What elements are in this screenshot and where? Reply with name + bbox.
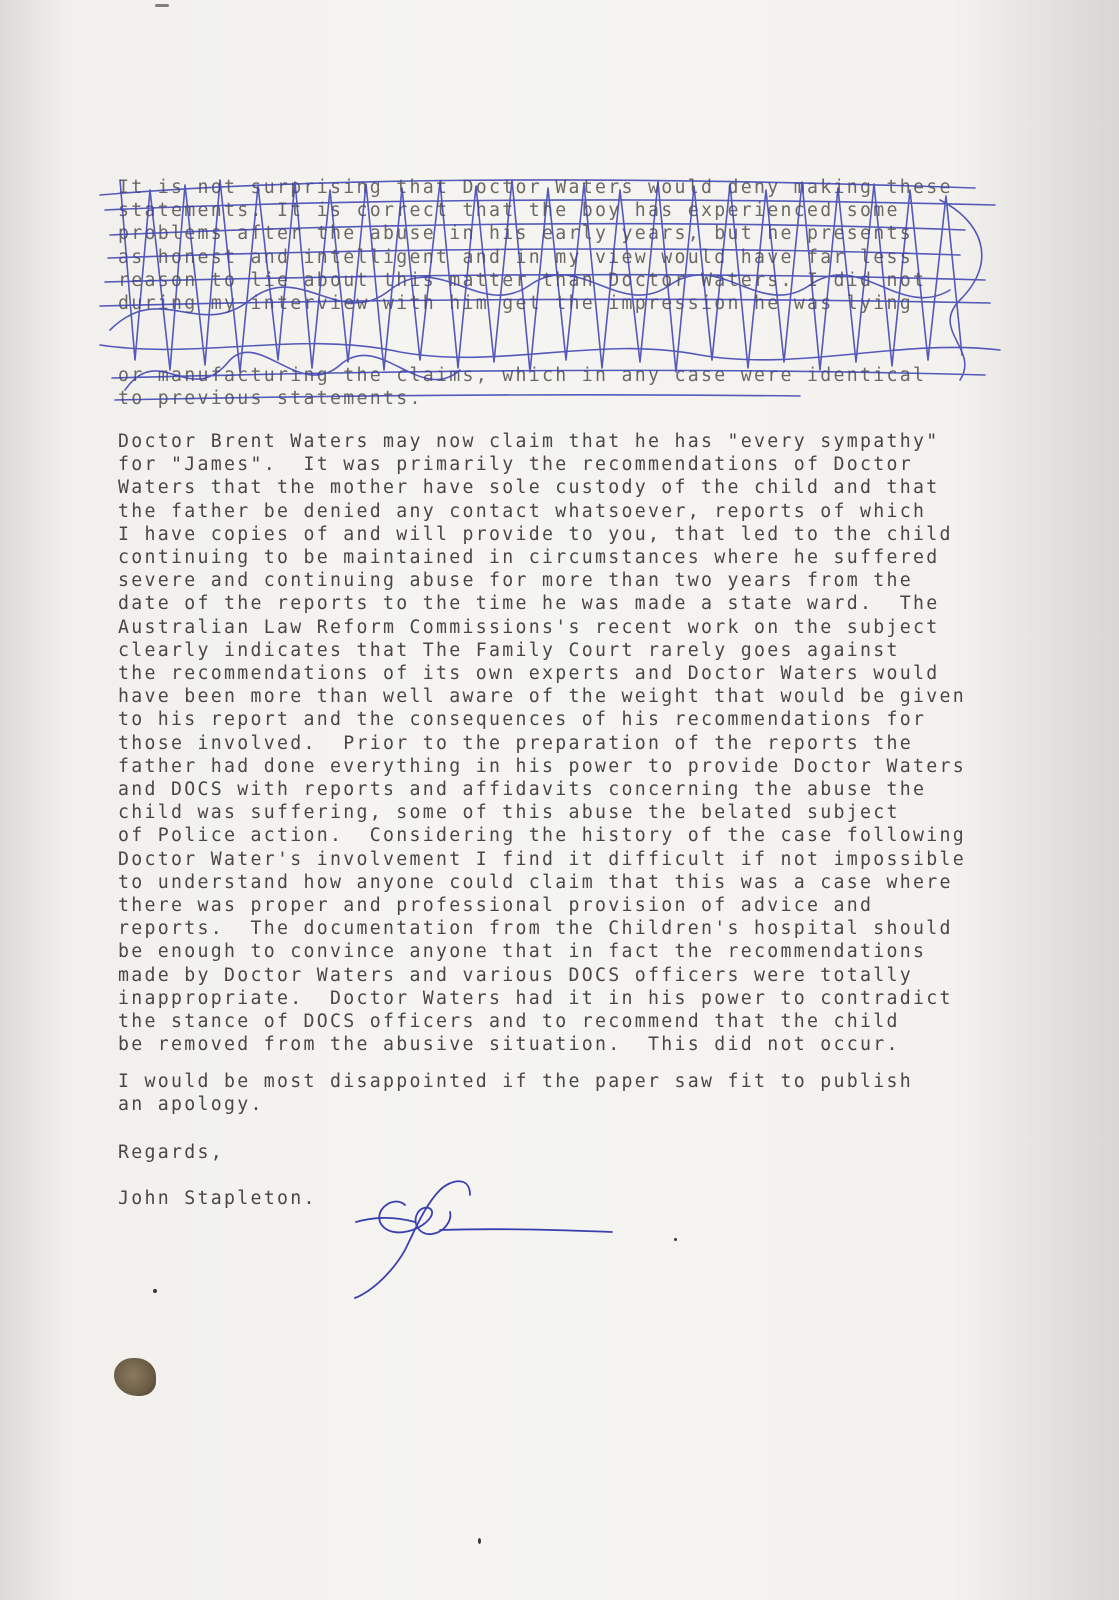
salutation: Regards, (118, 1142, 224, 1163)
ink-speck (153, 1289, 157, 1293)
paper-burn-mark (114, 1358, 156, 1396)
struck-out-continuation: or manufacturing the claims, which in any case were identical to previous statements. (118, 365, 927, 410)
ink-speck (478, 1538, 481, 1544)
ink-speck (155, 4, 169, 7)
closing-paragraph: I would be most disappointed if the paper saw fit to publish an apology. (118, 1071, 913, 1116)
struck-out-paragraph: It is not surprising that Doctor Waters would deny making these statements. It is correct that the boy has experienced some problems after the abuse in his early years, but he presents as honest and intelligent and in my view would have far less reason to lie about this matter than Doctor Waters. I did not during my interview with him get the impression he was lying (118, 177, 953, 315)
ink-speck (674, 1238, 677, 1241)
signatory-name: John Stapleton. (118, 1188, 317, 1209)
letter-body-paragraph: Doctor Brent Waters may now claim that he has "every sympathy" for "James". It was primarily the recommendations of Doctor Waters that the mother have sole custody of the child and that the father be denied any contact whatsoever, reports of which I have copies of and will provide to you, that led to the child continuing to be maintained in circumstances where he suffered severe and continuing abuse for more than two years from the date of the reports to the time he was made a state ward. The Australian Law Reform Commissions's recent work on the subject clearly indicates that The Family Court rarely goes against the recommendations of its own experts and Doctor Waters would have been more than well aware of the weight that would be given to his report and the consequences of his recommendations for those involved. Prior to the preparation of the reports the father had done everything in his power to provide Doctor Waters and DOCS with reports and affidavits concerning the abuse the child was suffering, some of this abuse the belated subject of Police action. Considering the history of the case following Doctor Water's involvement I find it difficult if not impossible to understand how anyone could claim that this was a case where there was proper and professional provision of advice and reports. The documentation from the Children's hospital should be enough to convince anyone that in fact the recommendations made by Doctor Waters and various DOCS officers were totally inappropriate. Doctor Waters had it in his power to contradict the stance of DOCS officers and to recommend that the child be removed from the abusive situation. This did not occur. (118, 431, 966, 1056)
